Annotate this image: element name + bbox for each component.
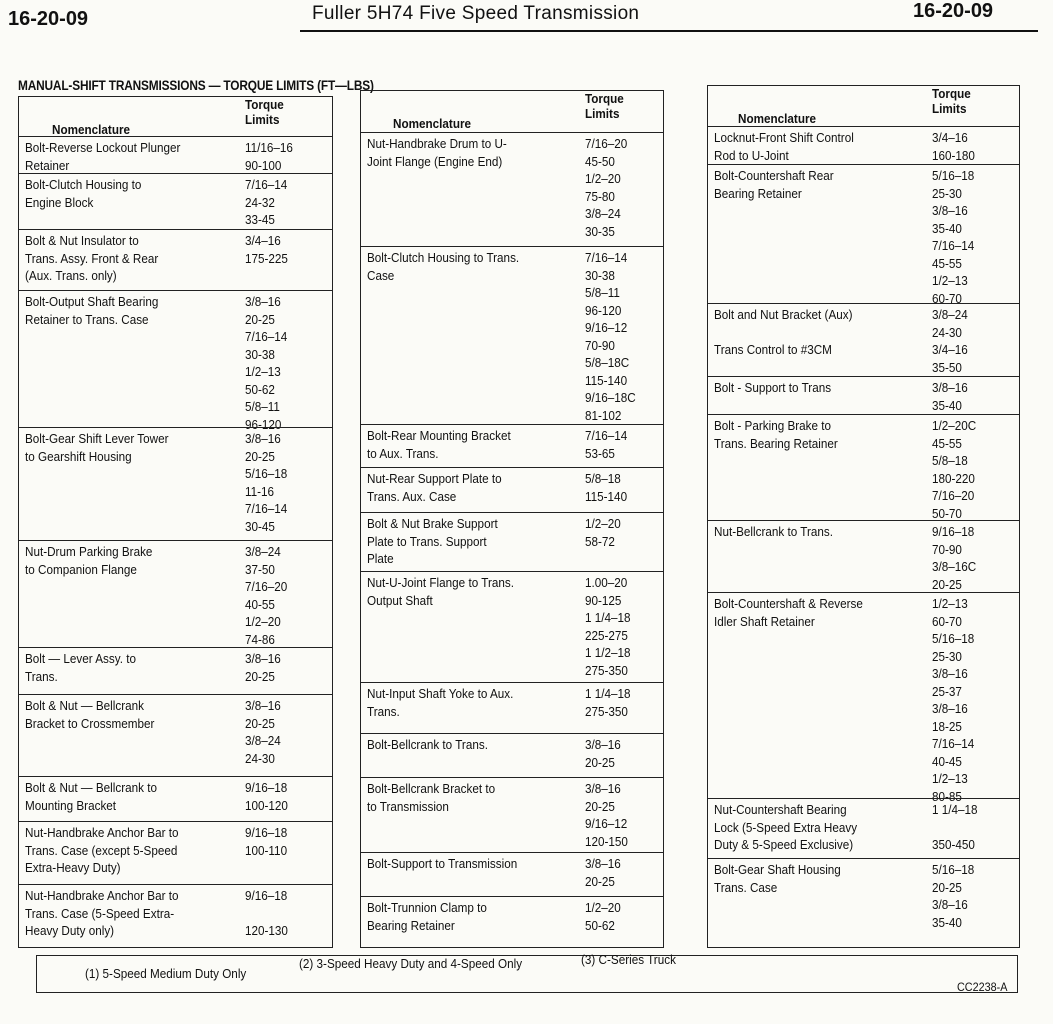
row-separator	[361, 682, 663, 683]
row-nomenclature: Nut-Input Shaft Yoke to Aux. Trans.	[367, 686, 514, 719]
row-torque-limits: 5/8–18 115-140	[585, 471, 628, 504]
row-separator	[361, 467, 663, 468]
row-nomenclature: Nut-Countershaft Bearing Lock (5-Speed Extra Heavy Duty & 5-Speed Exclusive)	[714, 802, 858, 852]
row-torque-limits: 3/8–24 37-50 7/16–20 40-55 1/2–20 74-86	[245, 544, 288, 647]
row-nomenclature: Bolt-Countershaft Rear Bearing Retainer	[714, 168, 834, 201]
page-number-right: 16-20-09	[913, 0, 994, 22]
row-separator	[708, 303, 1019, 304]
row-separator	[19, 427, 332, 428]
row-nomenclature: Bolt & Nut Brake Support Plate to Trans. Support Plate	[367, 516, 498, 566]
row-separator	[361, 571, 663, 572]
row-nomenclature: Bolt - Parking Brake to Trans. Bearing Retainer	[714, 418, 838, 451]
row-nomenclature: Bolt-Clutch Housing to Engine Block	[25, 177, 142, 210]
row-nomenclature: Nut-Handbrake Anchor Bar to Trans. Case (5-Speed Extra- Heavy Duty only)	[25, 888, 179, 938]
header-torque-limits: Torque Limits	[585, 91, 624, 121]
row-separator	[19, 647, 332, 648]
row-nomenclature: Nut-Handbrake Anchor Bar to Trans. Case (except 5-Speed Extra-Heavy Duty)	[25, 825, 179, 875]
row-nomenclature: Nut-U-Joint Flange to Trans. Output Shaft	[367, 575, 514, 608]
header-nomenclature: Nomenclature	[738, 111, 817, 126]
row-torque-limits: 9/16–18 120-130	[245, 888, 288, 938]
page-title: Fuller 5H74 Five Speed Transmission	[312, 3, 640, 24]
row-separator	[708, 376, 1019, 377]
row-nomenclature: Bolt-Gear Shaft Housing Trans. Case	[714, 862, 841, 895]
row-separator	[361, 424, 663, 425]
row-torque-limits: 9/16–18 100-110	[245, 825, 288, 858]
row-torque-limits: 7/16–14 30-38 5/8–11 96-120 9/16–12 70-90 5/8–18C 115-140 9/16–18C 81-102	[585, 250, 636, 423]
torque-table-column-2	[360, 90, 664, 948]
row-separator	[19, 884, 332, 885]
header-torque-limits: Torque Limits	[245, 97, 284, 127]
row-torque-limits: 3/4–16 175-225	[245, 233, 288, 266]
row-torque-limits: 3/8–24 24-30 3/4–16 35-50	[932, 307, 968, 375]
row-torque-limits: 1/2–13 60-70 5/16–18 25-30 3/8–16 25-37 3/8–16 18-25 7/16–14 40-45 1/2–13 80-85	[932, 596, 975, 804]
row-nomenclature: Bolt — Lever Assy. to Trans.	[25, 651, 136, 684]
section-title: MANUAL-SHIFT TRANSMISSIONS — TORQUE LIMITS (FT—LBS)	[18, 78, 374, 93]
row-torque-limits: 9/16–18 100-120	[245, 780, 288, 813]
row-torque-limits: 3/8–16 20-25	[585, 856, 621, 889]
footnote-3: (3) C-Series Truck	[581, 952, 676, 967]
row-torque-limits: 5/16–18 25-30 3/8–16 35-40 7/16–14 45-55 1/2–13 60-70	[932, 168, 975, 306]
row-torque-limits: 3/8–16 20-25 9/16–12 120-150	[585, 781, 628, 849]
row-separator	[19, 173, 332, 174]
row-torque-limits: 3/8–16 20-25 5/16–18 11-16 7/16–14 30-45	[245, 431, 288, 534]
row-torque-limits: 3/8–16 20-25 3/8–24 24-30	[245, 698, 281, 766]
row-nomenclature: Locknut-Front Shift Control Rod to U-Joint	[714, 130, 854, 163]
footnotes	[36, 952, 1018, 993]
row-nomenclature: Bolt-Support to Transmission	[367, 856, 518, 871]
row-nomenclature: Nut-Rear Support Plate to Trans. Aux. Case	[367, 471, 502, 504]
row-nomenclature: Bolt & Nut — Bellcrank Bracket to Crossmember	[25, 698, 155, 731]
row-nomenclature: Nut-Drum Parking Brake to Companion Flange	[25, 544, 153, 577]
footnote-2: (2) 3-Speed Heavy Duty and 4-Speed Only	[299, 956, 523, 971]
row-separator	[361, 852, 663, 853]
row-nomenclature: Bolt-Trunnion Clamp to Bearing Retainer	[367, 900, 487, 933]
row-torque-limits: 1.00–20 90-125 1 1/4–18 225-275 1 1/2–18 275-350	[585, 575, 631, 678]
row-nomenclature: Bolt & Nut — Bellcrank to Mounting Bracket	[25, 780, 158, 813]
row-nomenclature: Bolt-Rear Mounting Bracket to Aux. Trans.	[367, 428, 511, 461]
row-separator	[708, 798, 1019, 799]
row-torque-limits: 1/2–20 50-62	[585, 900, 621, 933]
row-separator	[708, 592, 1019, 593]
row-nomenclature: Nut-Handbrake Drum to U- Joint Flange (Engine End)	[367, 136, 507, 169]
row-separator	[361, 733, 663, 734]
row-torque-limits: 5/16–18 20-25 3/8–16 35-40	[932, 862, 975, 930]
row-torque-limits: 11/16–16 90-100	[245, 140, 293, 173]
header-nomenclature: Nomenclature	[393, 116, 472, 131]
row-torque-limits: 3/8–16 20-25	[245, 651, 281, 684]
row-nomenclature: Bolt & Nut Insulator to Trans. Assy. Front & Rear (Aux. Trans. only)	[25, 233, 159, 283]
row-nomenclature: Bolt - Support to Trans	[714, 380, 832, 395]
row-nomenclature: Bolt-Bellcrank to Trans.	[367, 737, 488, 752]
header-rule	[300, 30, 1038, 32]
row-nomenclature: Bolt-Reverse Lockout Plunger Retainer	[25, 140, 181, 173]
header-nomenclature: Nomenclature	[52, 122, 131, 137]
row-separator	[708, 414, 1019, 415]
row-torque-limits: 3/8–16 20-25 7/16–14 30-38 1/2–13 50-62 5/8–11 96-120	[245, 294, 288, 432]
row-separator	[19, 290, 332, 291]
row-torque-limits: 3/8–16 35-40	[932, 380, 968, 413]
row-nomenclature: Nut-Bellcrank to Trans.	[714, 524, 833, 539]
row-separator	[361, 777, 663, 778]
row-separator	[361, 512, 663, 513]
row-torque-limits: 1 1/4–18 350-450	[932, 802, 978, 852]
row-separator	[361, 132, 663, 133]
torque-table-column-1	[18, 96, 333, 948]
row-separator	[19, 540, 332, 541]
row-separator	[708, 126, 1019, 127]
header-torque-limits: Torque Limits	[932, 86, 971, 116]
row-torque-limits: 3/8–16 20-25	[585, 737, 621, 770]
page-number-left: 16-20-09	[8, 8, 89, 30]
row-torque-limits: 9/16–18 70-90 3/8–16C 20-25	[932, 524, 977, 592]
row-torque-limits: 1/2–20C 45-55 5/8–18 180-220 7/16–20 50-70	[932, 418, 977, 521]
footnote-1: (1) 5-Speed Medium Duty Only	[85, 966, 247, 981]
row-nomenclature: Bolt-Clutch Housing to Trans. Case	[367, 250, 520, 283]
page-header	[0, 0, 1053, 40]
row-separator	[708, 858, 1019, 859]
row-torque-limits: 1 1/4–18 275-350	[585, 686, 631, 719]
row-nomenclature: Bolt-Gear Shift Lever Tower to Gearshift Housing	[25, 431, 169, 464]
row-nomenclature: Bolt-Countershaft & Reverse Idler Shaft Retainer	[714, 596, 863, 629]
torque-table-column-3	[707, 85, 1020, 948]
row-torque-limits: 7/16–14 24-32 33-45	[245, 177, 288, 227]
row-separator	[19, 229, 332, 230]
figure-reference: CC2238-A	[957, 980, 1008, 994]
row-separator	[708, 520, 1019, 521]
row-nomenclature: Bolt-Bellcrank Bracket to to Transmission	[367, 781, 496, 814]
row-separator	[19, 136, 332, 137]
row-torque-limits: 7/16–14 53-65	[585, 428, 628, 461]
row-torque-limits: 1/2–20 58-72	[585, 516, 621, 549]
row-separator	[708, 164, 1019, 165]
row-separator	[19, 776, 332, 777]
row-nomenclature: Bolt-Output Shaft Bearing Retainer to Trans. Case	[25, 294, 159, 327]
row-separator	[19, 821, 332, 822]
row-nomenclature: Bolt and Nut Bracket (Aux) Trans Control to #3CM	[714, 307, 853, 357]
row-torque-limits: 3/4–16 160-180	[932, 130, 975, 163]
row-separator	[361, 896, 663, 897]
row-separator	[19, 694, 332, 695]
row-separator	[361, 246, 663, 247]
row-torque-limits: 7/16–20 45-50 1/2–20 75-80 3/8–24 30-35	[585, 136, 628, 239]
